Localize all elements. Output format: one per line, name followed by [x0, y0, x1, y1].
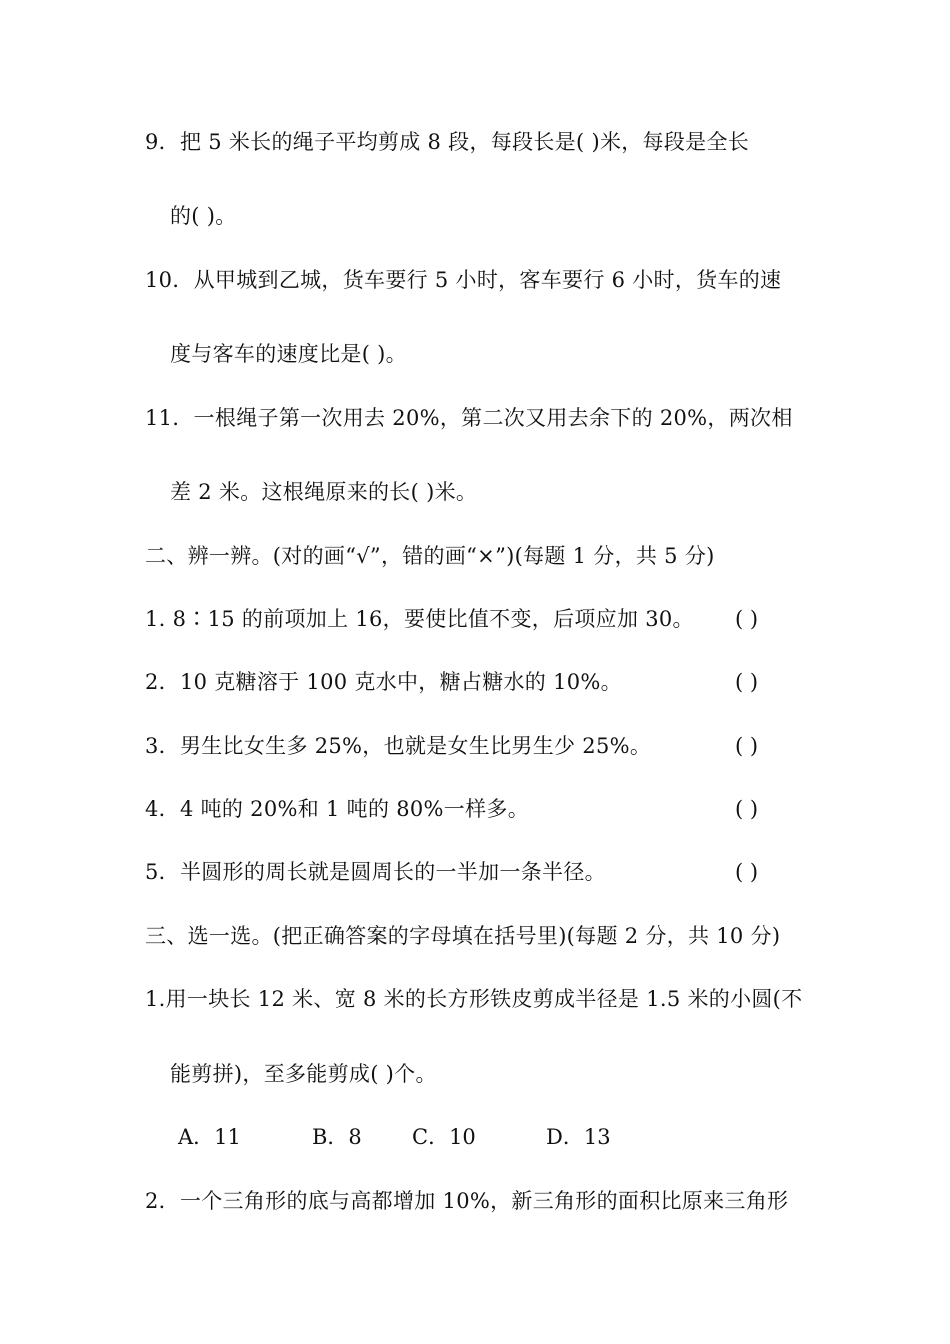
choose-option-d[interactable]: D．13: [546, 1125, 611, 1149]
judge-answer-box-5[interactable]: ( ): [735, 860, 759, 884]
question-11-line-2: 差 2 米。这根绳原来的长( )米。: [170, 480, 478, 504]
choose-question-1-line-2: 能剪拼)，至多能剪成( )个。: [170, 1062, 437, 1086]
judge-answer-box-4[interactable]: ( ): [735, 797, 759, 821]
judge-item-4: 4．4 吨的 20%和 1 吨的 80%一样多。: [145, 797, 530, 821]
judge-answer-box-3[interactable]: ( ): [735, 734, 759, 758]
choose-option-b[interactable]: B．8: [312, 1125, 362, 1149]
choose-question-2-line-1: 2．一个三角形的底与高都增加 10%，新三角形的面积比原来三角形: [145, 1189, 789, 1213]
judge-item-3: 3．男生比女生多 25%，也就是女生比男生少 25%。: [145, 734, 652, 758]
choose-question-1-line-1: 1.用一块长 12 米、宽 8 米的长方形铁皮剪成半径是 1.5 米的小圆(不: [145, 987, 803, 1011]
question-11-line-1: 11．一根绳子第一次用去 20%，第二次又用去余下的 20%，两次相: [145, 406, 793, 430]
question-9-line-1: 9．把 5 米长的绳子平均剪成 8 段，每段长是( )米，每段是全长: [145, 130, 750, 154]
choose-option-c[interactable]: C．10: [412, 1125, 476, 1149]
judge-answer-box-1[interactable]: ( ): [735, 607, 759, 631]
question-10-line-2: 度与客车的速度比是( )。: [170, 342, 407, 366]
choose-option-a[interactable]: A．11: [178, 1125, 241, 1149]
question-10-line-1: 10．从甲城到乙城，货车要行 5 小时，客车要行 6 小时，货车的速: [145, 268, 782, 292]
judge-answer-box-2[interactable]: ( ): [735, 670, 759, 694]
judge-item-2: 2．10 克糖溶于 100 克水中，糖占糖水的 10%。: [145, 670, 622, 694]
question-9-line-2: 的( )。: [170, 204, 237, 228]
section-judge-heading: 二、辨一辨。(对的画“√”，错的画“×”)(每题 1 分，共 5 分): [145, 544, 715, 568]
judge-item-1: 1. 8∶15 的前项加上 16，要使比值不变，后项应加 30。: [145, 607, 694, 631]
judge-item-5: 5．半圆形的周长就是圆周长的一半加一条半径。: [145, 860, 606, 884]
section-choose-heading: 三、选一选。(把正确答案的字母填在括号里)(每题 2 分，共 10 分): [145, 924, 781, 948]
